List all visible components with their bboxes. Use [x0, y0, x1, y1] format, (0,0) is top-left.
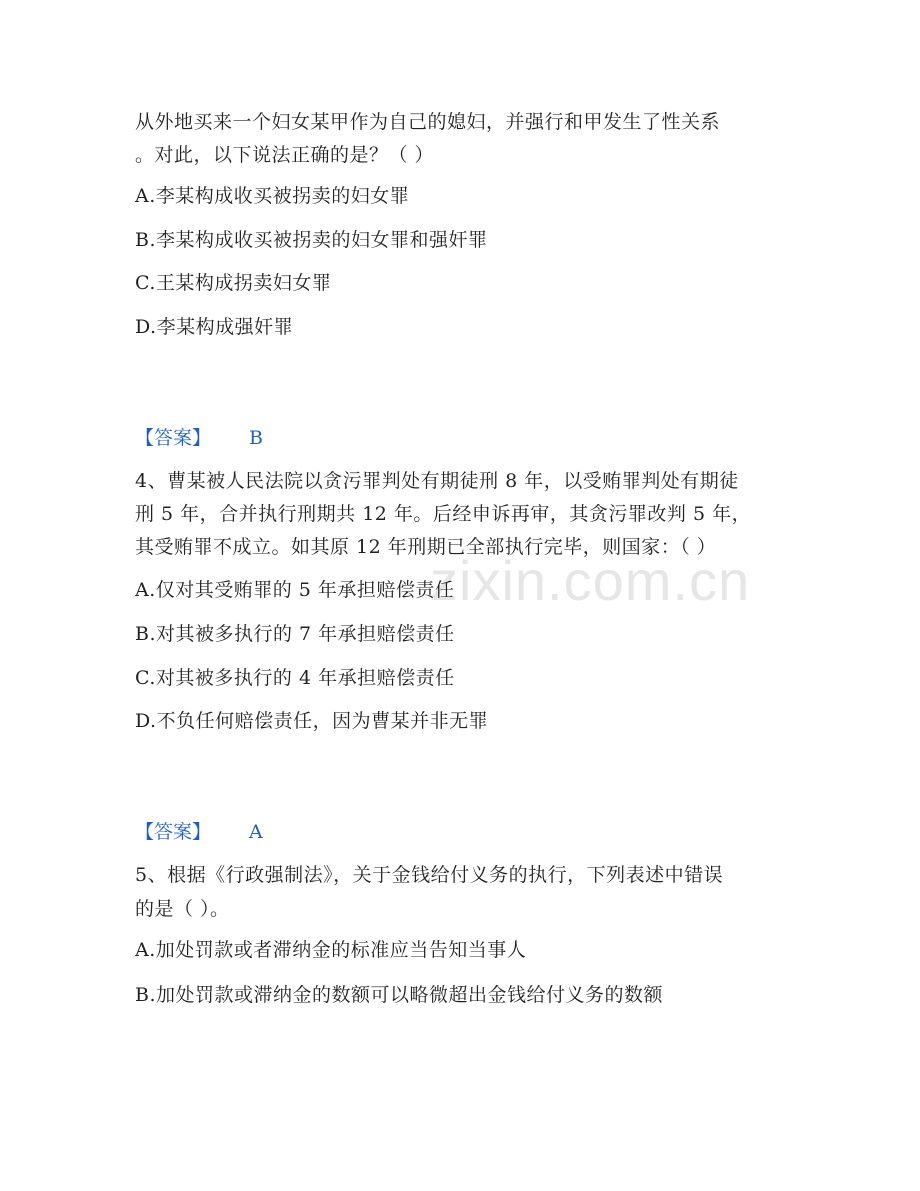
answer-label: 【答案】: [135, 821, 212, 843]
q3-option-c: C.王某构成拐卖妇女罪: [135, 272, 332, 294]
q5-stem-line2: 的是（ ）。: [135, 898, 230, 920]
q3-option-d: D.李某构成强奸罪: [135, 316, 294, 338]
q3-stem-line1: 从外地买来一个妇女某甲作为自己的媳妇，并强行和甲发生了性关系: [135, 111, 721, 133]
q4-option-c: C.对其被多执行的 4 年承担赔偿责任: [135, 667, 455, 689]
q3-option-b: B.李某构成收买被拐卖的妇女罪和强奸罪: [135, 229, 488, 251]
q4-option-a: A.仅对其受贿罪的 5 年承担赔偿责任: [135, 579, 455, 601]
q5-option-b: B.加处罚款或滞纳金的数额可以略微超出金钱给付义务的数额: [135, 984, 664, 1006]
q4-option-d: D.不负任何赔偿责任，因为曹某并非无罪: [135, 710, 489, 732]
watermark: zixin.com.cn: [430, 549, 751, 612]
answer-label: 【答案】: [135, 427, 212, 449]
q3-answer: [135, 426, 263, 450]
q4-option-b: B.对其被多执行的 7 年承担赔偿责任: [135, 623, 455, 645]
q4-stem-line2: 刑 5 年，合并执行刑期共 12 年。后经申诉再审，其贪污罪改判 5 年，: [135, 503, 752, 525]
answer-value: A: [249, 821, 263, 843]
q5-stem-line1: 5、根据《行政强制法》，关于金钱给付义务的执行，下列表述中错误: [135, 864, 724, 886]
q4-stem-line3: 其受贿罪不成立。如其原 12 年刑期已全部执行完毕，则国家：（ ）: [135, 536, 717, 558]
q3-option-a: A.李某构成收买被拐卖的妇女罪: [135, 185, 410, 207]
q4-answer: [135, 820, 263, 844]
q4-stem-line1: 4、曹某被人民法院以贪污罪判处有期徒刑 8 年，以受贿罪判处有期徒: [135, 470, 739, 492]
q5-option-a: A.加处罚款或者滞纳金的标准应当告知当事人: [135, 939, 527, 961]
answer-value: B: [249, 427, 263, 449]
q3-stem-line2: 。对此，以下说法正确的是？（ ）: [135, 144, 435, 166]
